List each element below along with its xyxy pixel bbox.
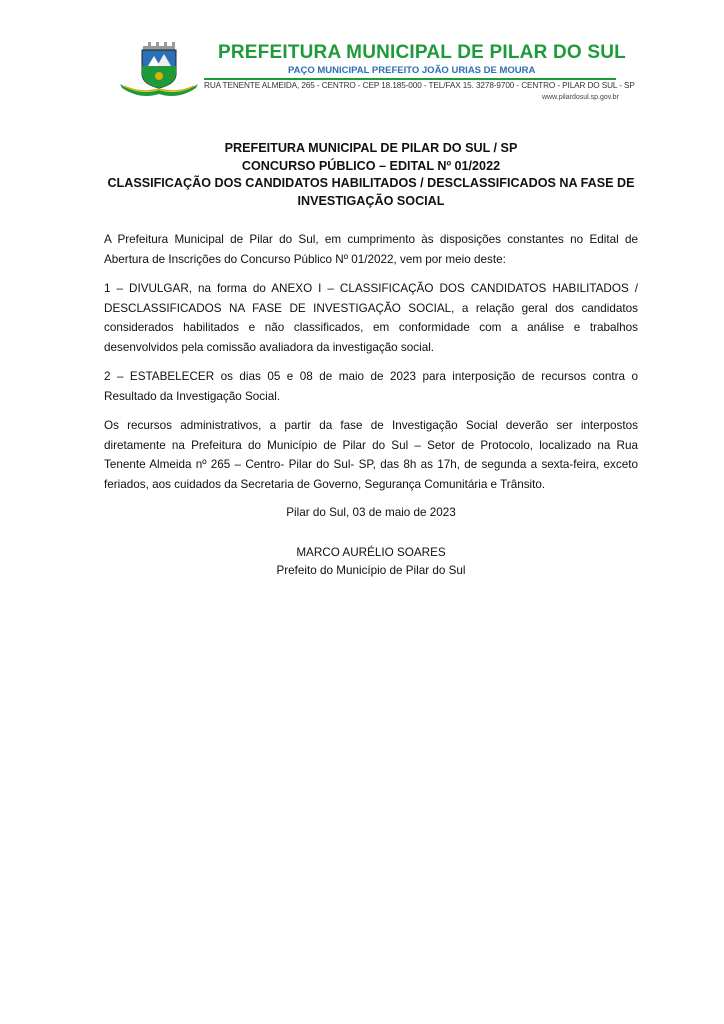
letterhead-address: RUA TENENTE ALMEIDA, 265 - CENTRO - CEP 18.185-000 - TEL/FAX 15. 3278-9700 - CENTRO - PILAR DO SUL - SP (204, 81, 635, 90)
municipal-crest-icon (118, 40, 200, 100)
paragraph-item-1: 1 – DIVULGAR, na forma do ANEXO I – CLASSIFICAÇÃO DOS CANDIDATOS HABILITADOS / DESCLASSIFICADOS NA FASE DE INVESTIGAÇÃO SOCIAL, a relação geral dos candidatos considerados habilitados e não classificados, em conformidade com a análise e trabalhos desenvolvidos pela comissão avaliadora da investigação social. (104, 282, 638, 354)
document-heading (104, 140, 638, 210)
signer-title: Prefeito do Município de Pilar do Sul (276, 564, 466, 577)
paragraph-appeals: Os recursos administrativos, a partir da fase de Investigação Social deverão ser interpostos diretamente na Prefeitura do Município de Pilar do Sul – Setor de Protocolo, localizado na Rua Tenente Almeida nº 265 – Centro- Pilar do Sul- SP, das 8h as 17h, de segunda a sexta-feira, exceto feriados, aos cuidados da Secretaria de Governo, Segurança Comunitária e Trânsito. (104, 419, 638, 491)
document-body (104, 140, 638, 580)
heading-line-3: CLASSIFICAÇÃO DOS CANDIDATOS HABILITADOS / DESCLASSIFICADOS NA FASE DE (107, 176, 635, 190)
letterhead (118, 34, 635, 104)
letterhead-divider (204, 78, 616, 80)
letterhead-subtitle: PAÇO MUNICIPAL PREFEITO JOÃO URIAS DE MOURA (288, 65, 536, 76)
place-date: Pilar do Sul, 03 de maio de 2023 (286, 506, 456, 519)
heading-line-1: PREFEITURA MUNICIPAL DE PILAR DO SUL / SP (224, 141, 518, 155)
letterhead-title: PREFEITURA MUNICIPAL DE PILAR DO SUL (218, 42, 626, 63)
paragraph-intro: A Prefeitura Municipal de Pilar do Sul, em cumprimento às disposições constantes no Edital de Abertura de Inscrições do Concurso Público Nº 01/2022, vem por meio deste: (104, 233, 638, 266)
heading-line-4: INVESTIGAÇÃO SOCIAL (297, 193, 445, 208)
paragraph-item-2: 2 – ESTABELECER os dias 05 e 08 de maio de 2023 para interposição de recursos contra o Resultado da Investigação Social. (104, 370, 638, 403)
signer-name: MARCO AURÉLIO SOARES (296, 546, 446, 559)
heading-line-2: CONCURSO PÚBLICO – EDITAL Nº 01/2022 (241, 158, 501, 173)
letterhead-website: www.pilardosul.sp.gov.br (542, 94, 619, 101)
